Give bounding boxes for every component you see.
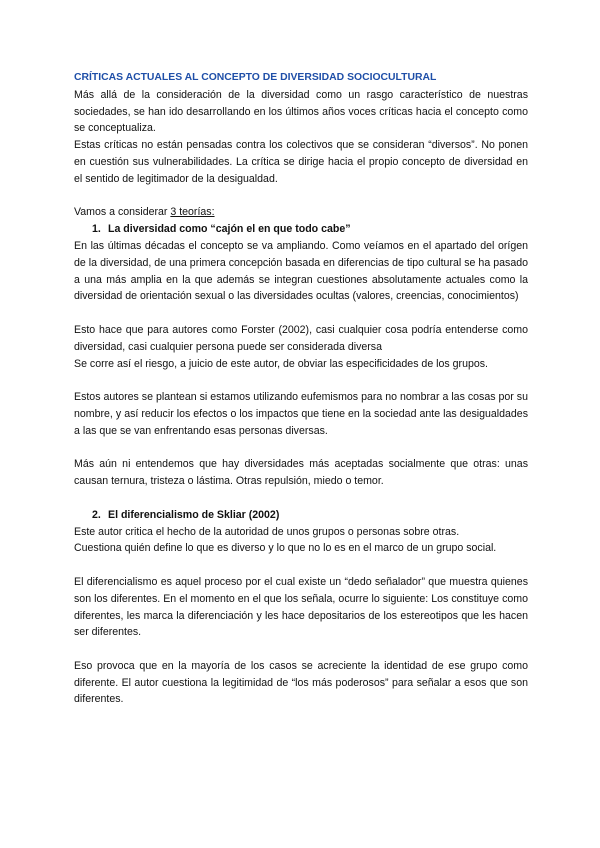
section-2-paragraph-2: Cuestiona quién define lo que es diverso y lo que no lo es en el marco de un grupo social. xyxy=(74,542,497,555)
section-2-title: El diferencialismo de Skliar (2002) xyxy=(108,508,280,521)
theories-prefix: Vamos a considerar xyxy=(74,206,171,219)
section-1-paragraph-1: En las últimas décadas el concepto se va ampliando. Como veíamos en el apartado del orígen de la diversidad, de una primera concepción basada en diferencias de tipo cultural se ha pasado a una más amplia en la que además se integran cuestiones absolutamente actuales como la diversidad de orientación sexual o las diversidades ocultas (valores, creencias, conocimientos) xyxy=(74,239,528,303)
section-2-paragraph-4: Eso provoca que en la mayoría de los casos se acreciente la identidad de ese grupo como diferente. El autor cuestiona la legitimidad de “los más poderosos” para señalar a esos que son diferentes. xyxy=(74,659,528,706)
section-1-paragraph-5: Más aún ni entendemos que hay diversidades más aceptadas socialmente que otras: unas causan ternura, tristeza o lástima. Otras repulsión, miedo o temor. xyxy=(74,458,528,488)
section-1-heading xyxy=(74,221,528,238)
section-1-paragraph-4: Estos autores se plantean si estamos utilizando eufemismos para no nombrar a las cosas por su nombre, y así reducir los efectos o los impactos que tiene en la sociedad ante las desigualdades a las que se van enfrentando esas personas diversas. xyxy=(74,391,528,437)
theories-link[interactable]: 3 teorías: xyxy=(170,206,215,219)
section-2-paragraph-3: El diferencialismo es aquel proceso por el cual existe un “dedo señalador” que muestra quienes son los diferentes. En el momento en el que los señala, ocurre lo siguiente: Los constituye como diferentes, les marca la diferenciación y les hace depositarios de los estereotipos que les hacen ser diferentes. xyxy=(74,575,528,639)
intro-paragraph: Más allá de la consideración de la diversidad como un rasgo característico de nuestras sociedades, se han ido desarrollando en los últimos años voces críticas hacia el concepto como se conceptualiza. xyxy=(74,88,528,135)
section-2-heading xyxy=(74,507,528,524)
section-1-title: La diversidad como “cajón el en que todo cabe” xyxy=(108,223,351,236)
section-2-number: 2. xyxy=(92,508,101,521)
theories-intro xyxy=(74,204,528,221)
section-1-paragraph-3: Se corre así el riesgo, a juicio de este autor, de obviar las especificidades de los grupos. xyxy=(74,357,488,370)
section-1-number: 1. xyxy=(92,223,101,236)
section-2-paragraph-1: Este autor critica el hecho de la autoridad de unos grupos o personas sobre otras. xyxy=(74,525,460,538)
section-1-paragraph-2: Esto hace que para autores como Forster (2002), casi cualquier cosa podría entenderse como diversidad, casi cualquier persona puede ser considerada diversa xyxy=(74,323,528,353)
document-title: CRÍTICAS ACTUALES AL CONCEPTO DE DIVERSIDAD SOCIOCULTURAL xyxy=(74,72,437,83)
intro-paragraph-2: Estas críticas no están pensadas contra los colectivos que se consideran “diversos”. No ponen en cuestión sus vulnerabilidades. La crítica se dirige hacia el propio concepto de diversidad en el sentido de legitimador de la desigualdad. xyxy=(74,139,528,185)
document-body xyxy=(74,70,528,708)
